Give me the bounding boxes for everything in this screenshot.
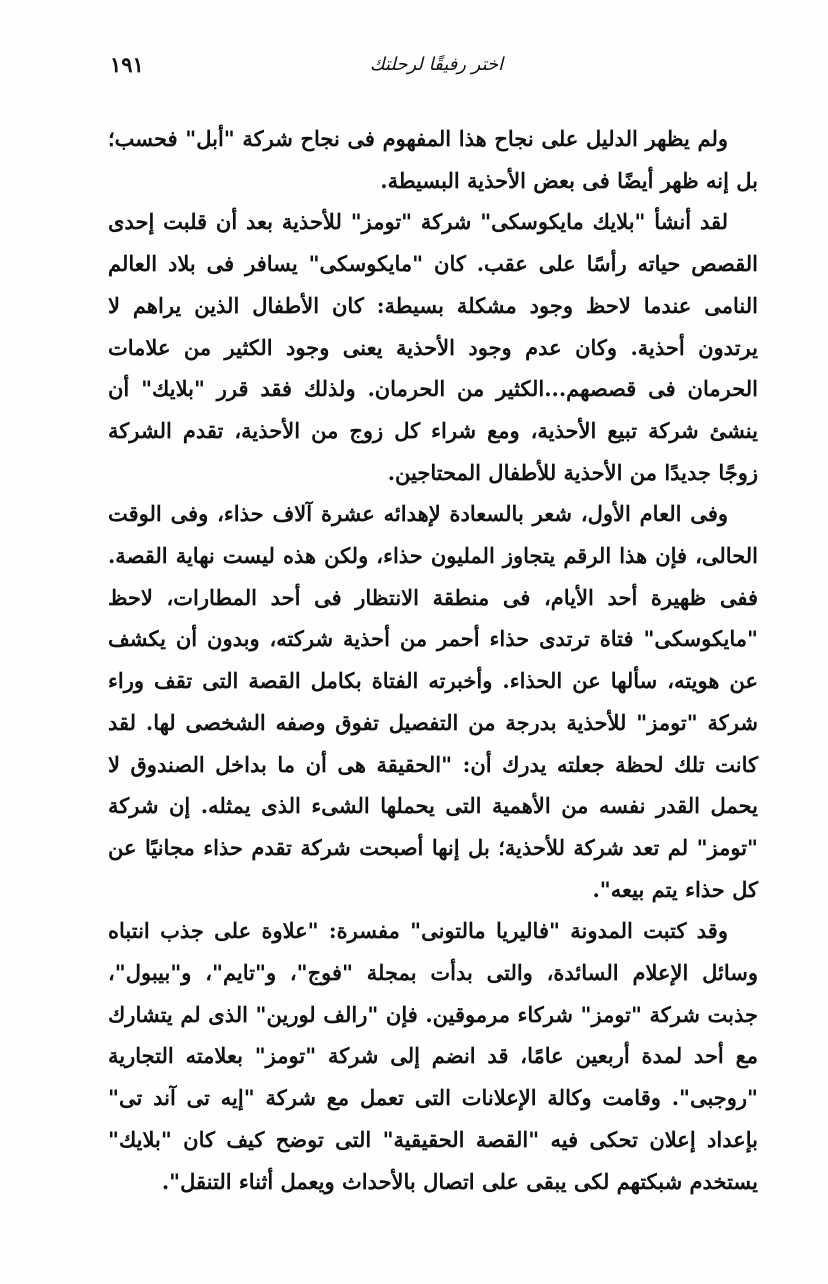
paragraph-1: ولم يظهر الدليل على نجاح هذا المفهوم فى نجاح شركة "أبل" فحسب؛ بل إنه ظهر أيضًا فى بعض الأحذية البسيطة.	[108, 126, 758, 193]
paragraph-3: وفى العام الأول، شعر بالسعادة لإهدائه عشرة آلاف حذاء، وفى الوقت الحالى، فإن هذا الرقم يتجاوز المليون حذاء، ولكن هذه ليست نهاية القصة. ففى ظهيرة أحد الأيام، فى منطقة الانتظار فى أحد المطارات، لاحظ "مايكوسكى" فتاة ترتدى حذاء أحمر من أحذية شركته، وبدون أن يكشف عن هويته، سألها عن الحذاء. وأخبرته الفتاة بكامل القصة التى تقف وراء شركة "تومز" للأحذية بدرجة من التفصيل تفوق وصفه الشخصى لها. لقد كانت تلك لحظة جعلته يدرك أن: "الحقيقة هى أن ما بداخل الصندوق لا يحمل القدر نفسه من الأهمية التى يحملها الشىء الذى يمثله. إن شركة "تومز" لم تعد شركة للأحذية؛ بل إنها أصبحت شركة تقدم حذاء مجانيًا عن كل حذاء يتم بيعه".	[108, 501, 758, 902]
page-header	[110, 52, 763, 86]
running-title: اختر رفيقًا لرحلتك	[369, 54, 504, 75]
page-number: ١٩١	[110, 52, 144, 77]
body-text	[108, 118, 758, 1202]
paragraph-4: وقد كتبت المدونة "فاليريا مالتونى" مفسرة: "علاوة على جذب انتباه وسائل الإعلام السائدة، والتى بدأت بمجلة "فوج"، و"تايم"، و"بيبول"، جذبت شركة "تومز" شركاء مرموقين. فإن "رالف لورين" الذى لم يتشارك مع أحد لمدة أربعين عامًا، قد انضم إلى شركة "تومز" بعلامته التجارية "روجبى". وقامت وكالة الإعلانات التى تعمل مع شركة "إيه تى آند تى" بإعداد إعلان تحكى فيه "القصة الحقيقية" التى توضح كيف كان "بلايك" يستخدم شبكتهم لكى يبقى على اتصال بالأحداث ويعمل أثناء التنقل".	[108, 918, 758, 1194]
paragraph-2: لقد أنشأ "بلايك مايكوسكى" شركة "تومز" للأحذية بعد أن قلبت إحدى القصص حياته رأسًا على عقب. كان "مايكوسكى" يسافر فى بلاد العالم النامى عندما لاحظ وجود مشكلة بسيطة: كان الأطفال الذين يراهم لا يرتدون أحذية. وكان عدم وجود الأحذية يعنى وجود الكثير من علامات الحرمان فى قصصهم...الكثير من الحرمان. ولذلك فقد قرر "بلايك" أن ينشئ شركة تبيع الأحذية، ومع شراء كل زوج من الأحذية، تقدم الشركة زوجًا جديدًا من الأحذية للأطفال المحتاجين.	[108, 209, 758, 485]
